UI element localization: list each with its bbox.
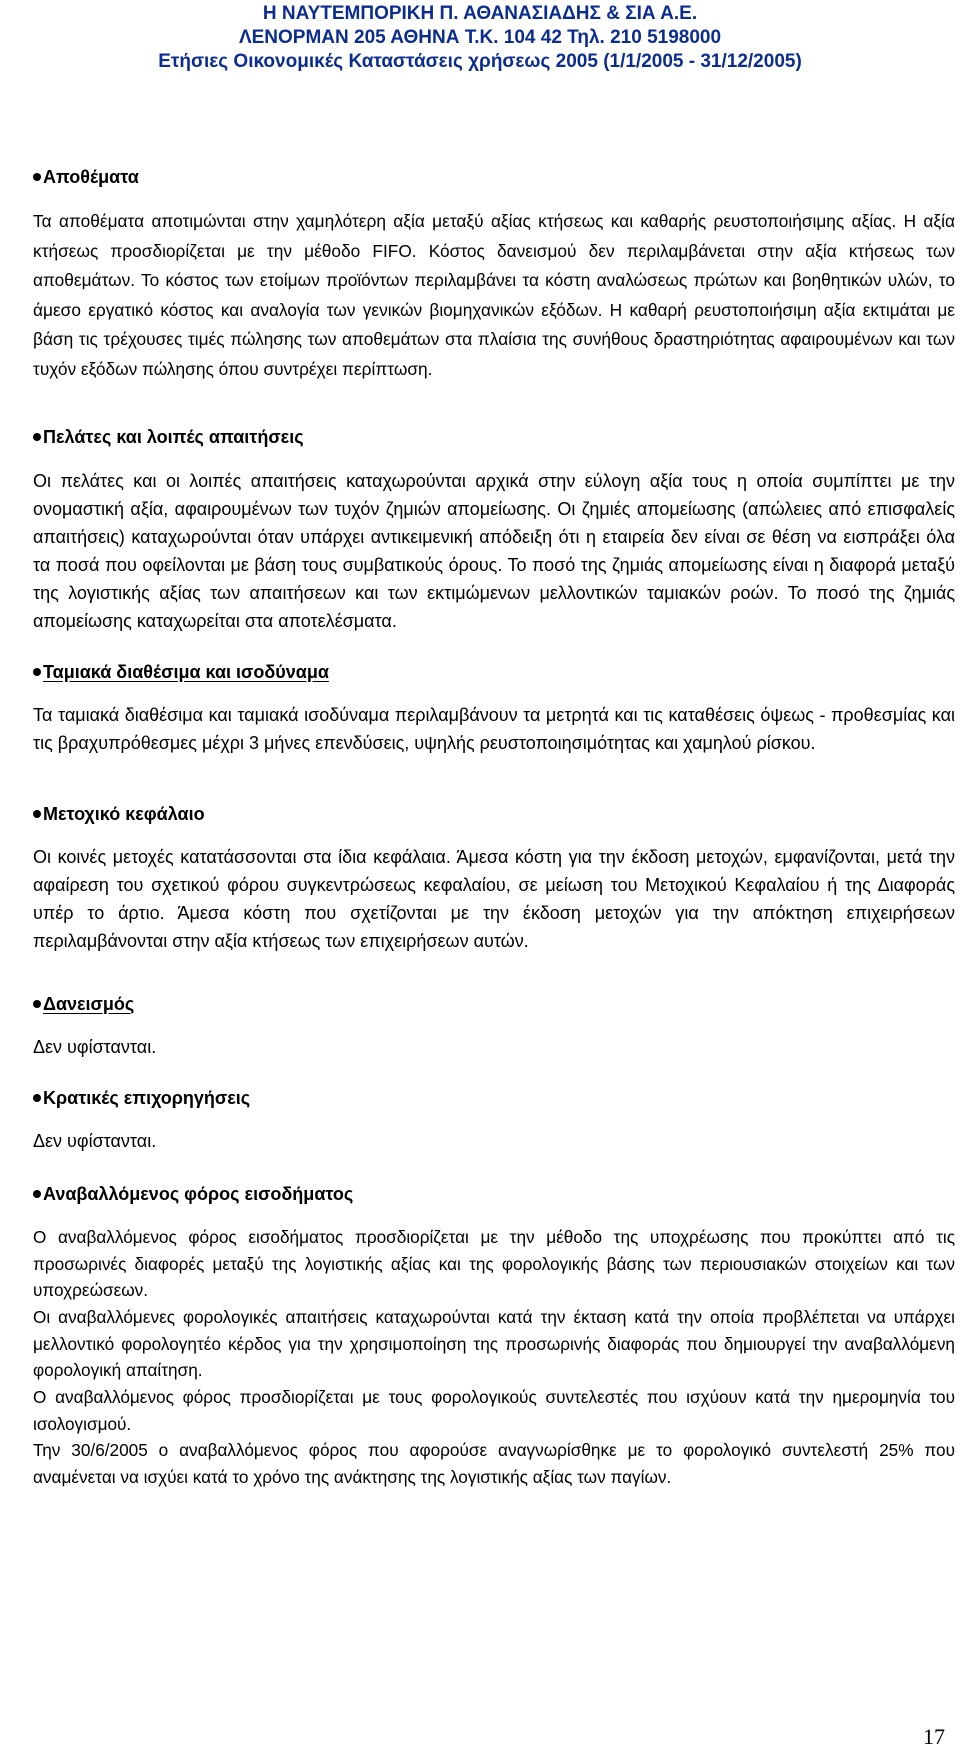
bullet-icon: [33, 433, 41, 441]
page-number: 17: [923, 1724, 945, 1749]
company-name: Η ΝΑΥΤΕΜΠΟΡΙΚΗ Π. ΑΘΑΝΑΣΙΑΔΗΣ & ΣΙΑ Α.Ε.: [262, 3, 698, 24]
deferred-tax-paragraph-2: Οι αναβαλλόμενες φορολογικές απαιτήσεις καταχωρούνται κατά την έκταση κατά την οποία προβλέπεται να υπάρχει μελλοντικό φορολογητέο κέρδος για την χρησιμοποίηση της προσωρινής διαφοράς που δημιουργεί την αναβαλλόμενη φορολογική απαίτηση.: [33, 1307, 955, 1381]
cash-paragraph: Τα ταμιακά διαθέσιμα και ταμιακά ισοδύναμα περιλαμβάνουν τα μετρητά και τις καταθέσεις όψεως - προθεσμίας και τις βραχυπρόθεσμες μέχρι 3 μήνες επενδύσεις, υψηλής ρευστοποιησιμότητας και χαμηλού ρίσκου.: [33, 705, 955, 753]
bullet-icon: [33, 1094, 41, 1102]
receivables-paragraph: Οι πελάτες και οι λοιπές απαιτήσεις καταχωρούνται αρχικά στην εύλογη αξία τους η οποία συμπίπτει με την ονομαστική αξία, αφαιρουμένων των τυχόν ζημιών απομείωσης. Οι ζημιές απομείωσης (απώλειες από επισφαλείς απαιτήσεις) καταχωρούνται όταν υπάρχει αντικειμενική απόδειξη ότι η εταιρεία δεν είναι σε θέση να εισπράξει όλα τα ποσά που οφείλονται με βάση τους συμβατικούς όρους. Το ποσό της ζημιάς απομείωσης είναι η διαφορά μεταξύ της λογιστικής αξίας των απαιτήσεων και των εκτιμώμενων μελλοντικών ταμιακών ροών. Το ποσό της ζημιάς απομείωσης καταχωρείται στα αποτελέσματα.: [33, 471, 955, 631]
bullet-icon: [33, 1190, 41, 1198]
grants-paragraph: Δεν υφίστανται.: [33, 1131, 157, 1151]
deferred-tax-paragraph-4: Την 30/6/2005 ο αναβαλλόμενος φόρος που αφορούσε αναγνωρίσθηκε με το φορολογικό συντελεστή 25% που αναμένεται να ισχύει κατά το χρόνο της ανάκτησης της λογιστικής αξίας των παγίων.: [33, 1440, 955, 1487]
page-header: [0, 2, 960, 74]
deferred-tax-paragraph-1: Ο αναβαλλόμενος φόρος εισοδήματος προσδιορίζεται με την μέθοδο της υποχρέωσης που προκύπτει από τις προσωρινές διαφορές μεταξύ της λογιστικής αξίας και της φορολογικής βάσης των περιουσιακών στοιχείων και των υποχρεώσεων.: [33, 1227, 955, 1301]
report-title: Ετήσιες Οικονομικές Καταστάσεις χρήσεως 2005 (1/1/2005 - 31/12/2005): [158, 51, 802, 72]
company-address: ΛΕΝΟΡΜΑΝ 205 ΑΘΗΝΑ Τ.Κ. 104 42 Τηλ. 210 5198000: [238, 27, 722, 48]
borrowing-paragraph: Δεν υφίστανται.: [33, 1037, 157, 1057]
deferred-tax-paragraph-3: Ο αναβαλλόμενος φόρος προσδιορίζεται με τους φορολογικούς συντελεστές που ισχύουν κατά την ημερομηνία του ισολογισμού.: [33, 1387, 955, 1434]
bullet-icon: [33, 173, 41, 181]
bullet-icon: [33, 1000, 41, 1008]
share-capital-paragraph: Οι κοινές μετοχές κατατάσσονται στα ίδια κεφάλαια. Άμεσα κόστη για την έκδοση μετοχών, εμφανίζονται, μετά την αφαίρεση του σχετικού φόρου συγκεντρώσεως κεφαλαίου, σε μείωση του Μετοχικού Κεφαλαίου ή της Διαφοράς υπέρ το άρτιο. Άμεσα κόστη που σχετίζονται με την έκδοση μετοχών για την απόκτηση επιχειρήσεων περιλαμβάνονται στην αξία κτήσεως των επιχειρήσεων αυτών.: [33, 847, 955, 951]
inventories-paragraph: Τα αποθέματα αποτιμώνται στην χαμηλότερη αξία μεταξύ αξίας κτήσεως και καθαρής ρευστοποιήσιμης αξίας. Η αξία κτήσεως προσδιορίζεται με την μέθοδο FIFO. Κόστος δανεισμού δεν περιλαμβάνεται στην αξία κτήσεως των αποθεμάτων. Το κόστος των ετοίμων προϊόντων περιλαμβάνει τα κόστη αναλώσεως πρώτων και βοηθητικών υλών, το άμεσο εργατικό κόστος και αναλογία των γενικών βιομηχανικών εξόδων. Η καθαρή ρευστοποιήσιμη αξία εκτιμάται με βάση τις τρέχουσες τιμές πώλησης των αποθεμάτων στα πλαίσια της συνήθους δραστηριότητας αφαιρουμένων και των τυχόν εξόδων πώλησης όπου συντρέχει περίπτωση.: [33, 211, 955, 379]
bullet-icon: [33, 668, 41, 676]
bullet-icon: [33, 810, 41, 818]
